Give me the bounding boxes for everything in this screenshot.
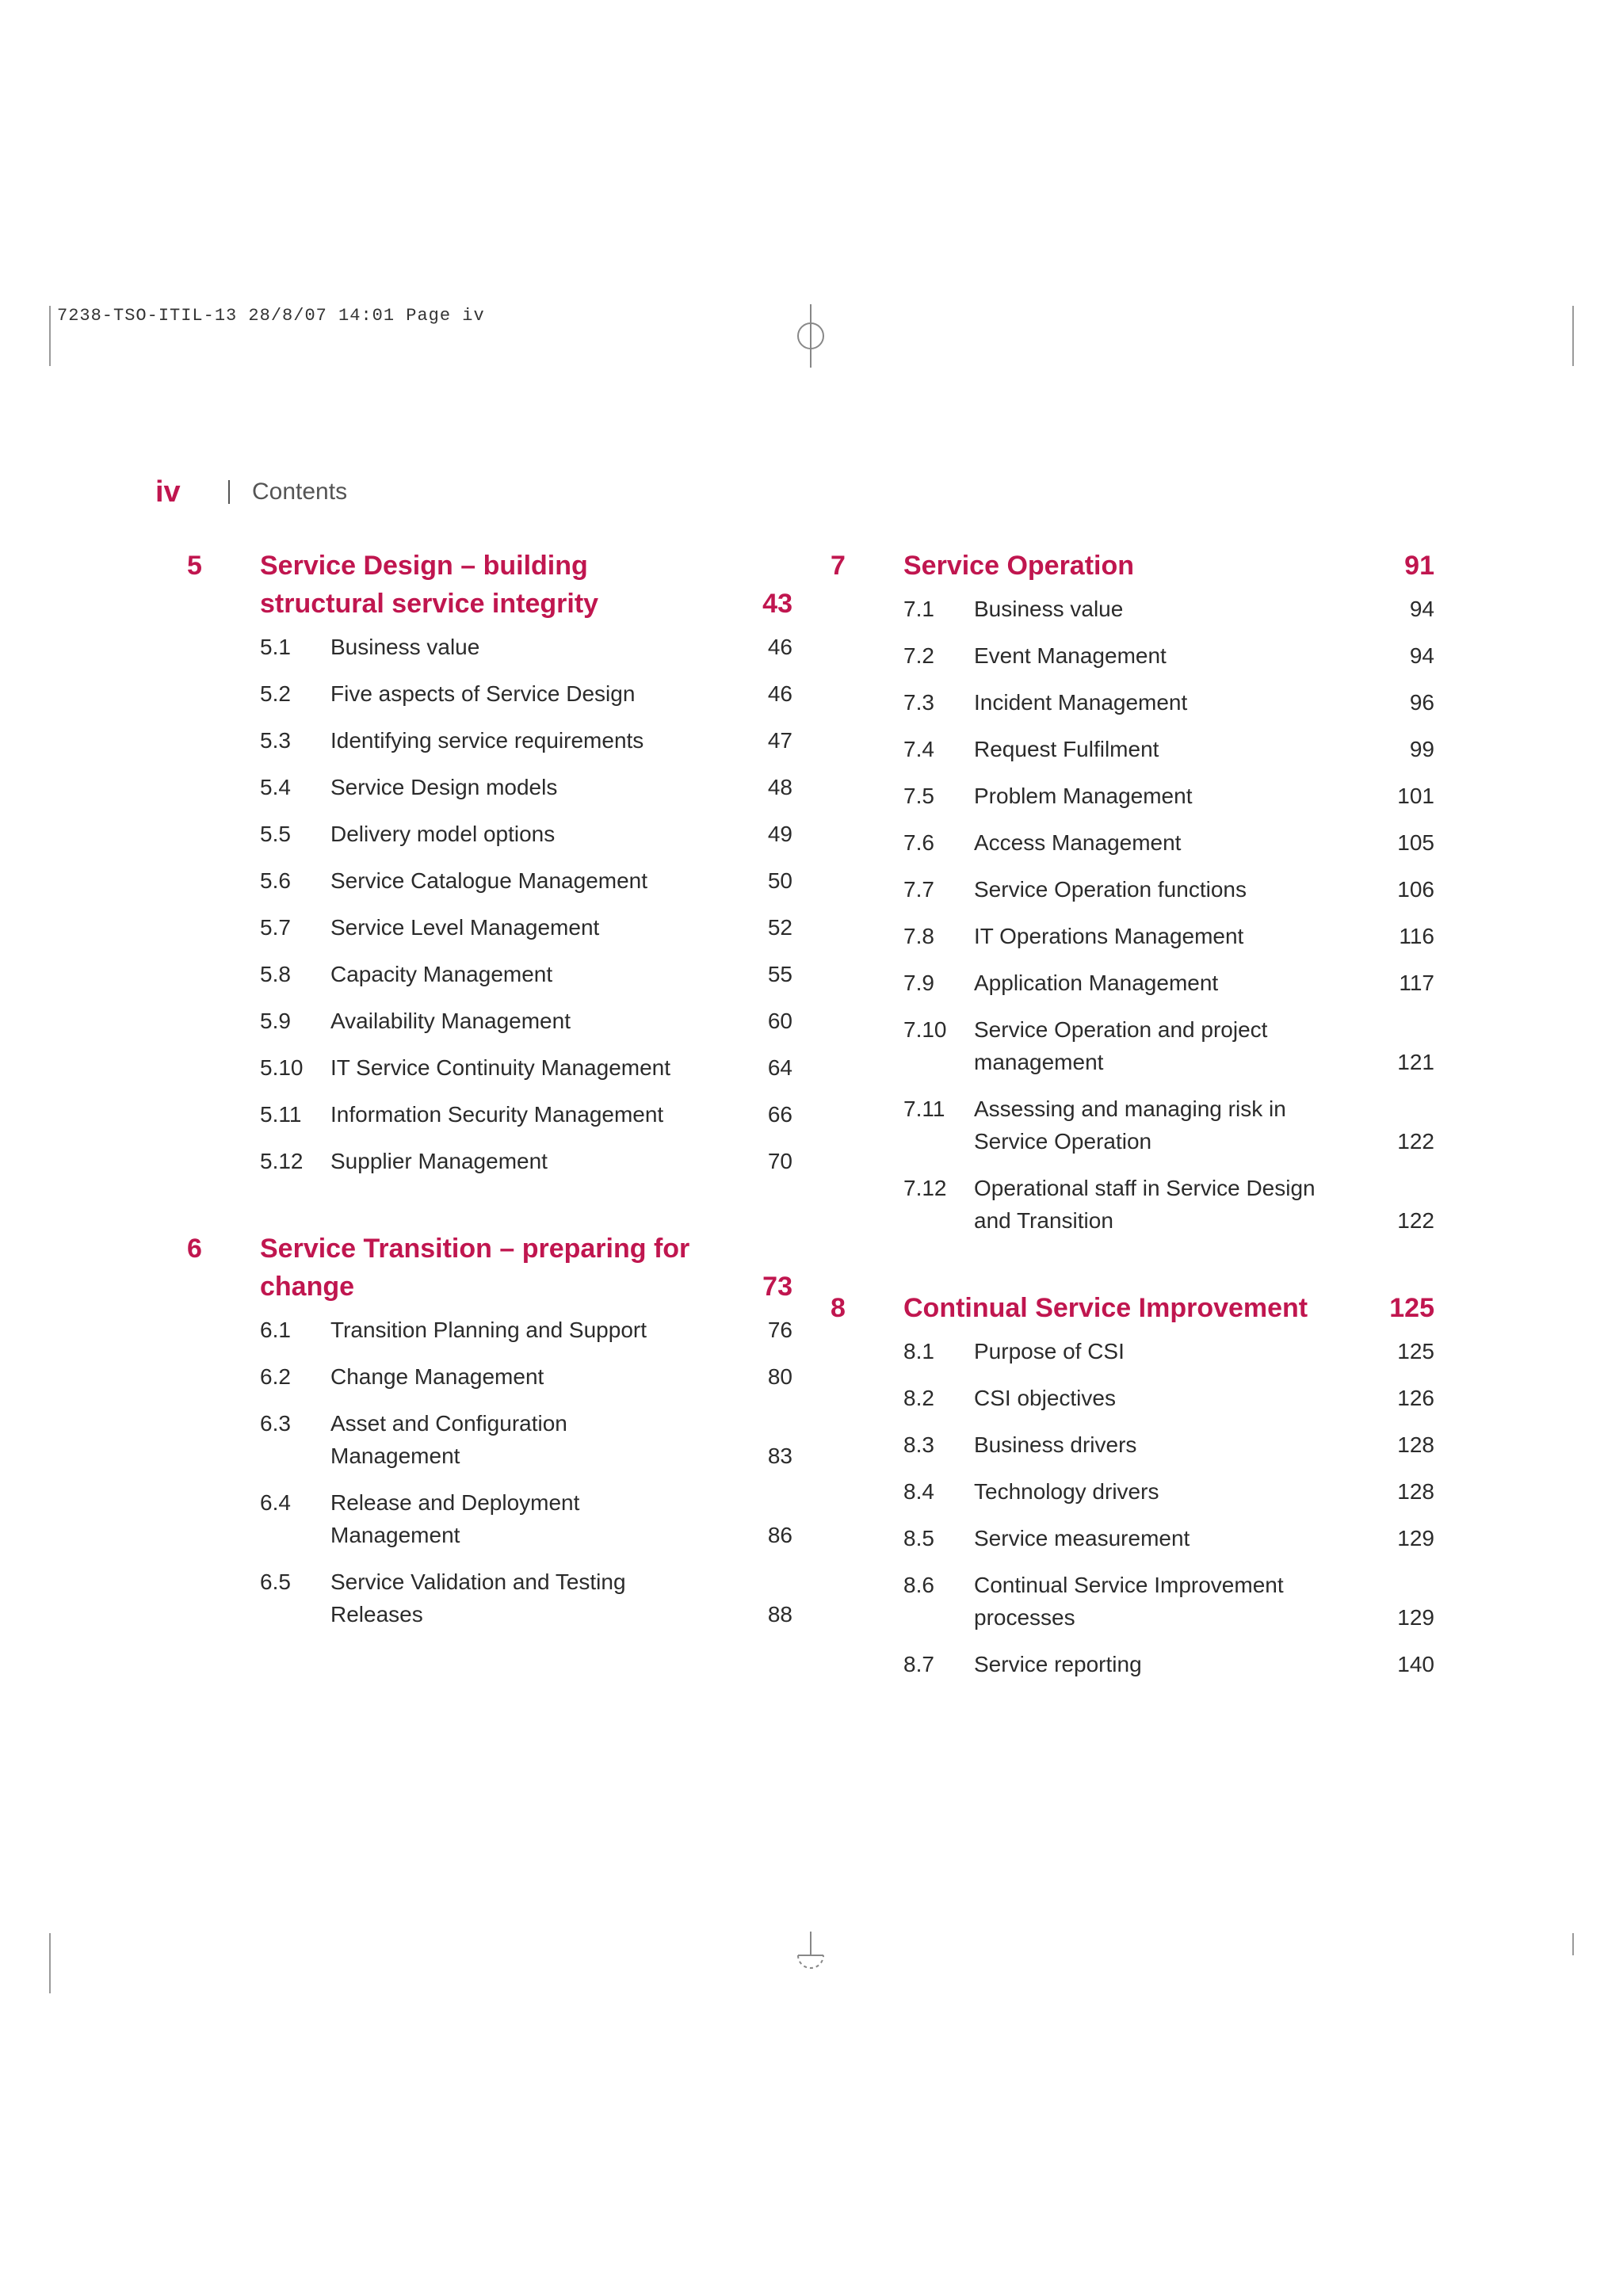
- entry-page: 50: [767, 868, 792, 893]
- entry-page: 129: [1397, 1605, 1434, 1630]
- entry-title: Business value: [330, 635, 480, 659]
- entry-number: 5.9: [260, 1009, 291, 1033]
- entry-page: 80: [767, 1364, 792, 1389]
- entry-page: 52: [767, 915, 792, 940]
- running-head-title: Contents: [252, 479, 348, 505]
- toc-entry[interactable]: [260, 631, 792, 663]
- entry-number: 8.2: [903, 1386, 934, 1410]
- toc-chapter: [831, 547, 1434, 1237]
- chapter-page: 73: [762, 1272, 792, 1302]
- toc-chapter: [187, 547, 792, 1177]
- entry-title: Service reporting: [974, 1652, 1142, 1676]
- entry-page: 96: [1409, 690, 1434, 715]
- entry-title: Request Fulfilment: [974, 737, 1159, 761]
- entry-title: Delivery model options: [330, 822, 556, 846]
- entry-title: Service Validation and Testing Releases: [330, 1569, 626, 1627]
- chapter-title: Service Operation: [903, 551, 1135, 581]
- entry-title: Application Management: [974, 971, 1219, 995]
- chapter-number: 8: [831, 1293, 846, 1323]
- entry-title: CSI objectives: [974, 1386, 1116, 1410]
- entry-page: 47: [767, 728, 792, 753]
- toc-entry[interactable]: [903, 733, 1434, 765]
- crop-mark: [1572, 306, 1574, 366]
- entry-title: Transition Planning and Support: [330, 1318, 647, 1342]
- entry-page: 116: [1399, 924, 1434, 948]
- chapter-page: 91: [1404, 551, 1434, 581]
- toc-column-right: [831, 547, 1434, 1733]
- entry-page: 88: [767, 1602, 792, 1627]
- entry-number: 8.5: [903, 1526, 934, 1550]
- toc-entry[interactable]: [903, 1428, 1434, 1461]
- entry-number: 5.5: [260, 822, 291, 846]
- entry-number: 7.10: [903, 1017, 947, 1042]
- entry-title: Access Management: [974, 830, 1182, 855]
- chapter-heading[interactable]: [831, 547, 1434, 585]
- entry-page: 94: [1409, 597, 1434, 621]
- entry-page: 49: [767, 822, 792, 846]
- entry-title: Event Management: [974, 643, 1167, 668]
- chapter-number: 7: [831, 551, 846, 581]
- toc-entry[interactable]: [903, 1475, 1434, 1508]
- entry-number: 7.9: [903, 971, 934, 995]
- entry-title: Incident Management: [974, 690, 1188, 715]
- entry-title: IT Operations Management: [974, 924, 1244, 948]
- crop-mark: [49, 1933, 51, 1993]
- entry-number: 5.10: [260, 1055, 304, 1080]
- entry-page: 86: [767, 1523, 792, 1547]
- entry-number: 6.5: [260, 1569, 291, 1594]
- entry-number: 8.3: [903, 1432, 934, 1457]
- entry-number: 7.5: [903, 784, 934, 808]
- entry-number: 5.4: [260, 775, 291, 799]
- entry-number: 7.1: [903, 597, 934, 621]
- entry-title: Asset and Configuration Management: [330, 1411, 567, 1468]
- chapter-number: 6: [187, 1234, 202, 1264]
- toc-entry[interactable]: [903, 1648, 1434, 1680]
- entry-title: Continual Service Improvement processes: [974, 1573, 1284, 1630]
- entry-page: 101: [1397, 784, 1434, 808]
- toc-entry[interactable]: [903, 1172, 1434, 1237]
- entry-title: Change Management: [330, 1364, 544, 1389]
- toc-entry[interactable]: [260, 958, 792, 990]
- toc-entry[interactable]: [903, 780, 1434, 812]
- entry-number: 7.3: [903, 690, 934, 715]
- entry-page: 83: [767, 1444, 792, 1468]
- entry-number: 5.6: [260, 868, 291, 893]
- registration-mark-icon: [795, 1932, 827, 1979]
- entry-page: 48: [767, 775, 792, 799]
- entry-page: 105: [1397, 830, 1434, 855]
- entry-page: 117: [1399, 971, 1434, 995]
- entry-page: 60: [767, 1009, 792, 1033]
- toc-entry[interactable]: [260, 1360, 792, 1393]
- entry-title: Service Operation and project management: [974, 1017, 1268, 1074]
- entry-title: Technology drivers: [974, 1479, 1159, 1504]
- entry-title: Identifying service requirements: [330, 728, 644, 753]
- entry-page: 140: [1397, 1652, 1434, 1676]
- entry-number: 5.2: [260, 681, 291, 706]
- entry-number: 8.6: [903, 1573, 934, 1597]
- toc-entry[interactable]: [903, 967, 1434, 999]
- divider: [228, 480, 230, 504]
- entry-number: 5.1: [260, 635, 291, 659]
- toc-entry[interactable]: [903, 1013, 1434, 1078]
- entry-page: 121: [1397, 1050, 1434, 1074]
- entry-page: 126: [1397, 1386, 1434, 1410]
- entry-number: 7.4: [903, 737, 934, 761]
- print-slug: 7238-TSO-ITIL-13 28/8/07 14:01 Page iv: [57, 306, 485, 326]
- entry-title: Service Catalogue Management: [330, 868, 648, 893]
- entry-title: Supplier Management: [330, 1149, 548, 1173]
- entry-page: 99: [1409, 737, 1434, 761]
- toc-entry[interactable]: [903, 686, 1434, 719]
- entry-title: Five aspects of Service Design: [330, 681, 636, 706]
- entry-number: 5.12: [260, 1149, 304, 1173]
- toc-entry[interactable]: [260, 724, 792, 757]
- entry-page: 128: [1397, 1432, 1434, 1457]
- entry-number: 8.7: [903, 1652, 934, 1676]
- toc-entry[interactable]: [903, 920, 1434, 952]
- chapter-heading[interactable]: [831, 1289, 1434, 1327]
- chapter-heading[interactable]: [187, 547, 792, 623]
- entry-title: Operational staff in Service Design and Transition: [974, 1176, 1316, 1233]
- chapter-number: 5: [187, 551, 202, 581]
- toc-entry[interactable]: [260, 1407, 792, 1472]
- entry-page: 55: [767, 962, 792, 986]
- page-folio: iv: [155, 475, 181, 509]
- entry-number: 5.11: [260, 1102, 302, 1127]
- toc-column-left: [187, 547, 792, 1683]
- entry-page: 106: [1397, 877, 1434, 902]
- entry-page: 122: [1397, 1208, 1434, 1233]
- entry-number: 7.12: [903, 1176, 947, 1200]
- entry-number: 5.8: [260, 962, 291, 986]
- entry-title: Service Operation functions: [974, 877, 1247, 902]
- entry-number: 6.3: [260, 1411, 291, 1436]
- toc-entry[interactable]: [903, 1382, 1434, 1414]
- entry-page: 129: [1397, 1526, 1434, 1550]
- toc-entry[interactable]: [903, 639, 1434, 672]
- registration-mark-icon: [795, 304, 827, 368]
- entry-page: 46: [767, 635, 792, 659]
- entry-number: 8.1: [903, 1339, 934, 1363]
- chapter-title: Service Design – building structural service integrity: [260, 551, 599, 619]
- entry-number: 8.4: [903, 1479, 934, 1504]
- entry-page: 64: [767, 1055, 792, 1080]
- toc-entry[interactable]: [903, 1093, 1434, 1158]
- entry-number: 5.7: [260, 915, 291, 940]
- entry-title: Business value: [974, 597, 1124, 621]
- entry-page: 76: [767, 1318, 792, 1342]
- entry-title: Information Security Management: [330, 1102, 664, 1127]
- entry-title: Problem Management: [974, 784, 1193, 808]
- toc-entry[interactable]: [260, 1098, 792, 1131]
- entry-number: 7.6: [903, 830, 934, 855]
- running-head: [155, 472, 347, 512]
- toc-entry[interactable]: [260, 1005, 792, 1037]
- entry-title: Assessing and managing risk in Service Operation: [974, 1097, 1286, 1154]
- entry-page: 94: [1409, 643, 1434, 668]
- entry-page: 128: [1397, 1479, 1434, 1504]
- toc-entry[interactable]: [260, 1486, 792, 1551]
- entry-number: 7.8: [903, 924, 934, 948]
- chapter-title: Service Transition – preparing for change: [260, 1234, 690, 1302]
- toc-entry[interactable]: [260, 911, 792, 944]
- entry-title: Capacity Management: [330, 962, 553, 986]
- crop-mark: [1572, 1933, 1574, 1955]
- toc-entry[interactable]: [903, 873, 1434, 906]
- entry-title: Purpose of CSI: [974, 1339, 1125, 1363]
- toc-entry[interactable]: [260, 1051, 792, 1084]
- toc-entry[interactable]: [260, 1145, 792, 1177]
- entry-page: 46: [767, 681, 792, 706]
- entry-page: 125: [1397, 1339, 1434, 1363]
- toc-entry[interactable]: [903, 593, 1434, 625]
- toc-entry[interactable]: [260, 677, 792, 710]
- entry-title: Service measurement: [974, 1526, 1190, 1550]
- entry-title: Release and Deployment Management: [330, 1490, 580, 1547]
- crop-mark: [49, 306, 51, 366]
- entry-title: IT Service Continuity Management: [330, 1055, 671, 1080]
- entry-page: 70: [767, 1149, 792, 1173]
- entry-number: 6.4: [260, 1490, 291, 1515]
- toc-entry[interactable]: [903, 1335, 1434, 1367]
- entry-page: 122: [1397, 1129, 1434, 1154]
- entry-title: Business drivers: [974, 1432, 1137, 1457]
- entry-page: 66: [767, 1102, 792, 1127]
- toc-entry[interactable]: [260, 1314, 792, 1346]
- entry-number: 6.2: [260, 1364, 291, 1389]
- toc-entry[interactable]: [903, 1522, 1434, 1554]
- toc-chapter: [187, 1230, 792, 1630]
- entry-number: 6.1: [260, 1318, 291, 1342]
- toc-entry[interactable]: [260, 818, 792, 850]
- entry-number: 5.3: [260, 728, 291, 753]
- toc-entry[interactable]: [903, 826, 1434, 859]
- entry-title: Service Level Management: [330, 915, 600, 940]
- chapter-heading[interactable]: [187, 1230, 792, 1306]
- toc-entry[interactable]: [260, 771, 792, 803]
- toc-entry[interactable]: [260, 864, 792, 897]
- entry-number: 7.7: [903, 877, 934, 902]
- chapter-page: 125: [1389, 1293, 1434, 1323]
- entry-number: 7.2: [903, 643, 934, 668]
- chapter-title: Continual Service Improvement: [903, 1293, 1308, 1323]
- entry-title: Availability Management: [330, 1009, 571, 1033]
- entry-title: Service Design models: [330, 775, 558, 799]
- entry-number: 7.11: [903, 1097, 945, 1121]
- chapter-page: 43: [762, 589, 792, 619]
- toc-chapter: [831, 1289, 1434, 1680]
- toc-entry[interactable]: [903, 1569, 1434, 1634]
- toc-entry[interactable]: [260, 1566, 792, 1630]
